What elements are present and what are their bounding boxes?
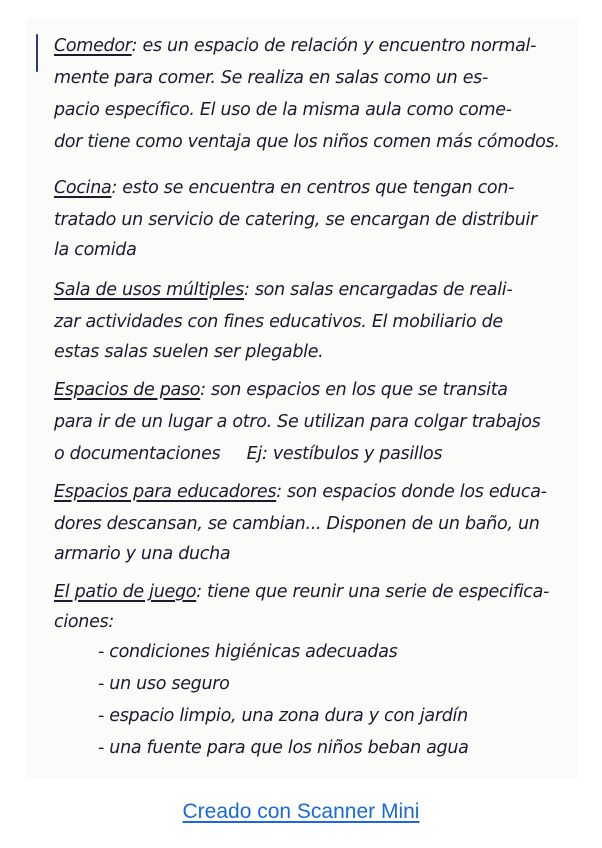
comedor-line-2: mente para comer. Se realiza en salas como un es- [54,68,489,88]
patio-bullet-4: - una fuente para que los niños beban agua [98,738,469,758]
educadores-heading: Espacios para educadores [54,482,277,502]
comedor-heading: Comedor [54,36,132,56]
cocina-heading: Cocina [54,178,112,198]
patio-bullet-1: - condiciones higiénicas adecuadas [98,642,398,662]
educadores-line-1: Espacios para educadores: son espacios donde los educa- [54,482,547,502]
comedor-line-4: dor tiene como ventaja que los niños comen más cómodos. [54,132,560,152]
scanner-mini-link[interactable]: Creado con Scanner Mini [182,800,420,823]
paso-line-1: Espacios de paso: son espacios en los que se transita [54,380,508,400]
educadores-line-2: dores descansan, se cambian... Disponen de un baño, un [54,514,540,534]
educadores-line-3: armario y una ducha [54,544,231,564]
cocina-line-3: la comida [54,240,137,260]
patio-bullet-2: - un uso seguro [98,674,230,694]
paso-line-2: para ir de un lugar a otro. Se utilizan para colgar trabajos [54,412,541,432]
patio-line-2: ciones: [54,612,114,632]
sala-line-3: estas salas suelen ser plegable. [54,342,324,362]
sala-line-2: zar actividades con fines educativos. El mobiliario de [54,312,503,332]
sala-heading: Sala de usos múltiples [54,280,244,300]
paso-line-3: o documentaciones Ej: vestíbulos y pasillos [54,444,443,464]
margin-mark [36,34,38,72]
cocina-line-1: Cocina: esto se encuentra en centros que tengan con- [54,178,515,198]
comedor-line-1: Comedor: es un espacio de relación y encuentro normal- [54,36,537,56]
patio-bullet-3: - espacio limpio, una zona dura y con jardín [98,706,468,726]
patio-heading: El patio de juego [54,582,197,602]
scanned-page [26,18,578,778]
comedor-line-3: pacio específico. El uso de la misma aula como come- [54,100,512,120]
cocina-line-2: tratado un servicio de catering, se encargan de distribuir [54,210,537,230]
paso-heading: Espacios de paso [54,380,201,400]
patio-line-1: El patio de juego: tiene que reunir una serie de especifica- [54,582,550,602]
sala-line-1: Sala de usos múltiples: son salas encargadas de reali- [54,280,513,300]
